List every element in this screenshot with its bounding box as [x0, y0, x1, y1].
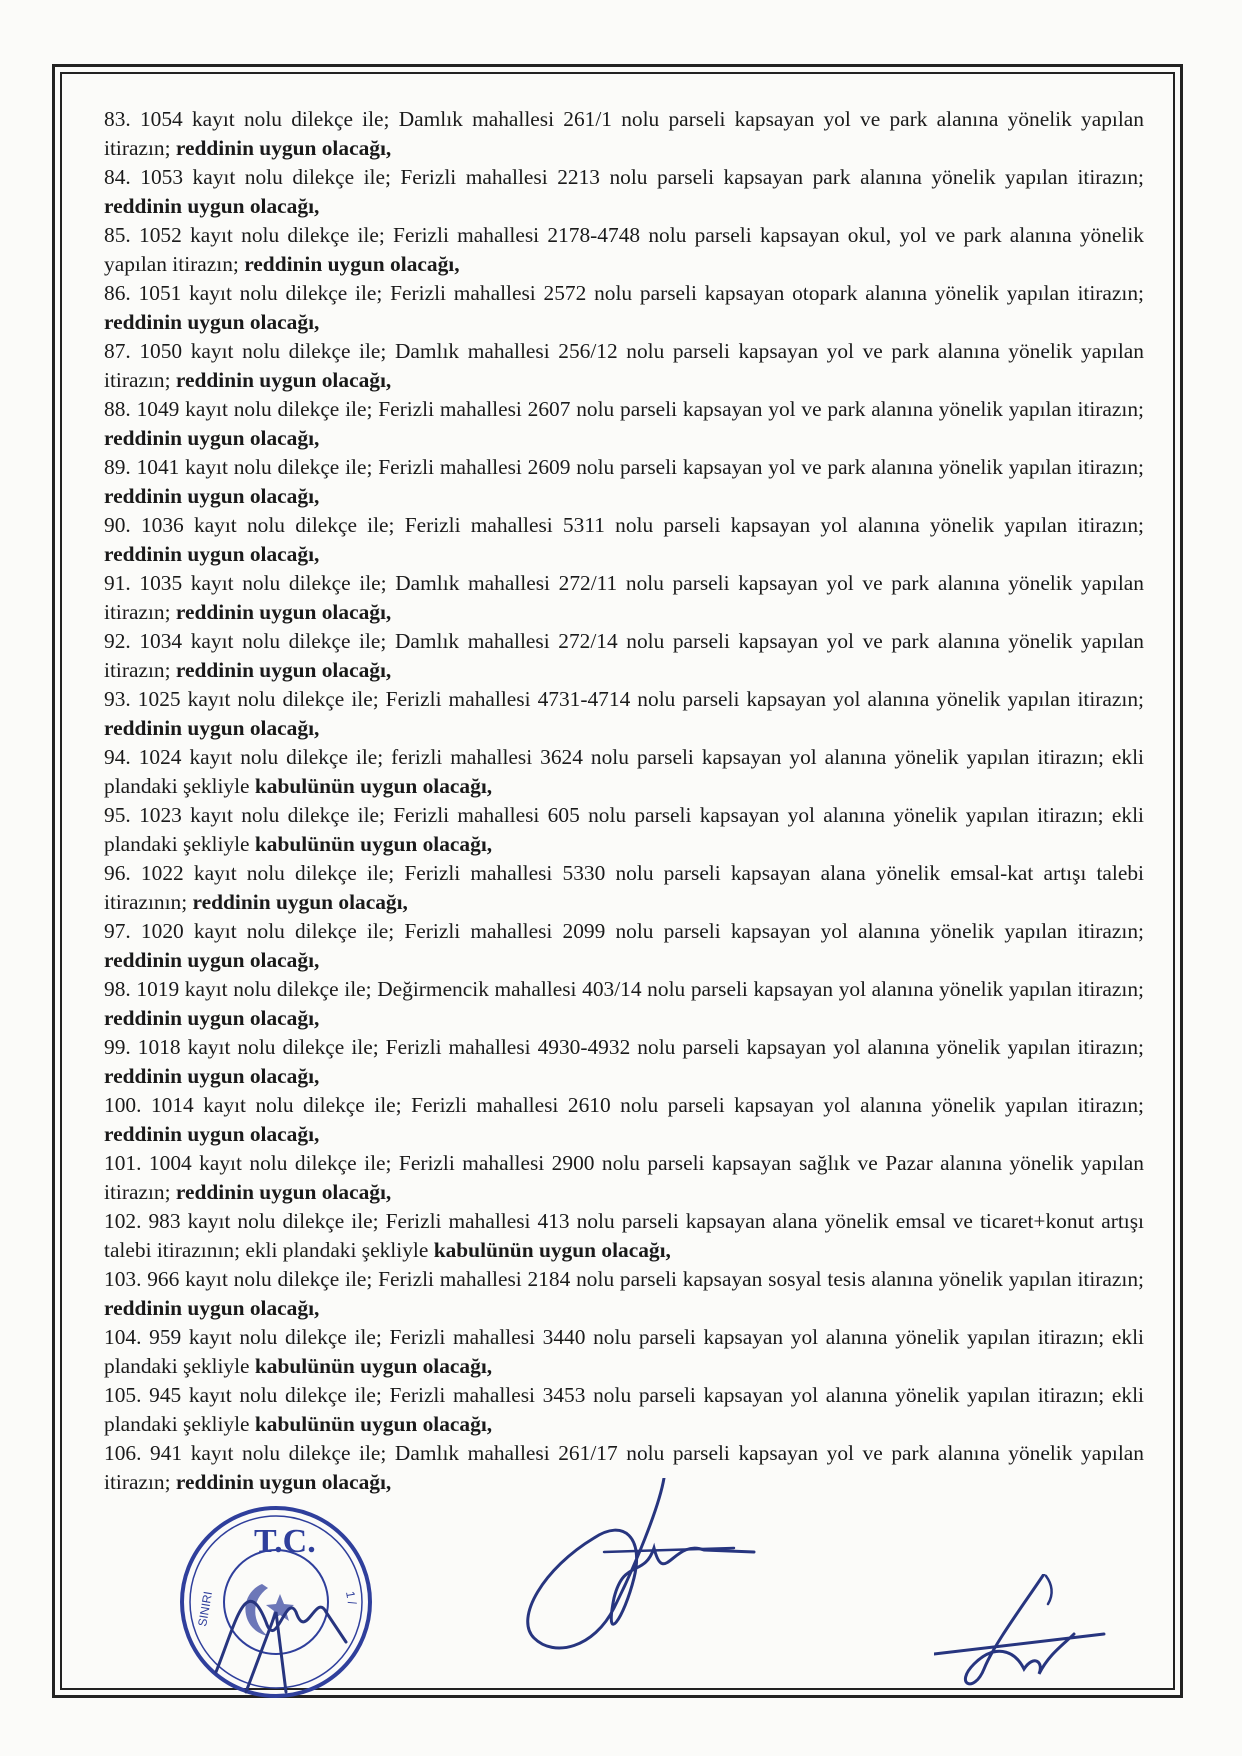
item-decision: reddinin uygun olacağı,	[104, 542, 320, 566]
item-text: 1054 kayıt nolu dilekçe ile; Damlık mahallesi 261/1 nolu parseli kapsayan yol ve park alanına yönelik yapılan itirazın;	[104, 107, 1144, 160]
item-text: 1051 kayıt nolu dilekçe ile; Ferizli mahallesi 2572 nolu parseli kapsayan otopark alanına yönelik yapılan itirazın;	[138, 281, 1144, 305]
item-number: 89.	[104, 455, 131, 479]
svg-text:SINIRI: SINIRI	[195, 1590, 216, 1628]
item-decision: kabulünün uygun olacağı,	[254, 1354, 493, 1378]
item-decision: reddinin uygun olacağı,	[104, 1296, 320, 1320]
item-text: 959 kayıt nolu dilekçe ile; Ferizli mahallesi 3440 nolu parseli kapsayan yol alanına yönelik yapılan itirazın; ekli plandaki şekliyle	[104, 1325, 1144, 1378]
decision-item	[104, 279, 1144, 337]
decision-item	[104, 1207, 1144, 1265]
decision-item	[104, 859, 1144, 917]
item-number: 88.	[104, 397, 131, 421]
decision-item	[104, 1149, 1144, 1207]
decision-item	[104, 163, 1144, 221]
item-text: 1036 kayıt nolu dilekçe ile; Ferizli mahallesi 5311 nolu parseli kapsayan yol alanına yönelik yapılan itirazın;	[140, 513, 1144, 537]
decision-item	[104, 1265, 1144, 1323]
item-number: 97.	[104, 919, 131, 943]
decision-item	[104, 1091, 1144, 1149]
item-text: 966 kayıt nolu dilekçe ile; Ferizli mahallesi 2184 nolu parseli kapsayan sosyal tesis alanına yönelik yapılan itirazın;	[147, 1267, 1144, 1291]
item-number: 102.	[104, 1209, 142, 1233]
item-text: 1035 kayıt nolu dilekçe ile; Damlık mahallesi 272/11 nolu parseli kapsayan yol ve park alanına yönelik yapılan itirazın;	[104, 571, 1144, 624]
item-number: 90.	[104, 513, 131, 537]
item-decision: reddinin uygun olacağı,	[104, 948, 320, 972]
item-number: 96.	[104, 861, 131, 885]
decision-item	[104, 395, 1144, 453]
document-body	[104, 105, 1144, 1497]
decision-item	[104, 917, 1144, 975]
item-text: 983 kayıt nolu dilekçe ile; Ferizli mahallesi 413 nolu parseli kapsayan alana yönelik emsal ve ticaret+konut artışı talebi itirazının; ekli plandaki şekliyle	[104, 1209, 1144, 1262]
decision-item	[104, 337, 1144, 395]
decision-item	[104, 569, 1144, 627]
decision-item	[104, 105, 1144, 163]
decision-item	[104, 221, 1144, 279]
item-decision: reddinin uygun olacağı,	[104, 310, 320, 334]
item-decision: reddinin uygun olacağı,	[104, 426, 320, 450]
decision-item	[104, 453, 1144, 511]
item-number: 85.	[104, 223, 131, 247]
decision-item	[104, 975, 1144, 1033]
item-decision: reddinin uygun olacağı,	[175, 1180, 392, 1204]
item-decision: kabulünün uygun olacağı,	[254, 1412, 493, 1436]
item-decision: reddinin uygun olacağı,	[104, 194, 320, 218]
item-text: 1052 kayıt nolu dilekçe ile; Ferizli mahallesi 2178-4748 nolu parseli kapsayan okul, yol ve park alanına yönelik yapılan itirazın;	[104, 223, 1144, 276]
item-text: 1014 kayıt nolu dilekçe ile; Ferizli mahallesi 2610 nolu parseli kapsayan yol alanına yönelik yapılan itirazın;	[150, 1093, 1144, 1117]
decision-item	[104, 743, 1144, 801]
svg-text:1 /: 1 /	[343, 1590, 360, 1606]
signature-3	[934, 1574, 1114, 1694]
item-number: 95.	[104, 803, 131, 827]
item-text: 1024 kayıt nolu dilekçe ile; ferizli mahallesi 3624 nolu parseli kapsayan yol alanına yönelik yapılan itirazın; ekli plandaki şekliyle	[104, 745, 1144, 798]
stamp-text: T.C.	[254, 1523, 316, 1560]
item-number: 104.	[104, 1325, 142, 1349]
item-decision: kabulünün uygun olacağı,	[254, 774, 493, 798]
item-decision: reddinin uygun olacağı,	[104, 484, 320, 508]
item-number: 91.	[104, 571, 131, 595]
item-decision: reddinin uygun olacağı,	[104, 1122, 320, 1146]
item-decision: reddinin uygun olacağı,	[244, 252, 460, 276]
item-number: 83.	[104, 107, 131, 131]
item-text: 1034 kayıt nolu dilekçe ile; Damlık mahallesi 272/14 nolu parseli kapsayan yol ve park alanına yönelik yapılan itirazın;	[104, 629, 1144, 682]
item-decision: reddinin uygun olacağı,	[175, 1470, 392, 1494]
item-number: 84.	[104, 165, 131, 189]
item-decision: kabulünün uygun olacağı,	[254, 832, 493, 856]
item-text: 1019 kayıt nolu dilekçe ile; Değirmencik mahallesi 403/14 nolu parseli kapsayan yol alanına yönelik yapılan itirazın;	[136, 977, 1144, 1001]
item-decision: reddinin uygun olacağı,	[104, 1006, 320, 1030]
item-number: 98.	[104, 977, 131, 1001]
item-number: 99.	[104, 1035, 131, 1059]
item-decision: reddinin uygun olacağı,	[175, 600, 392, 624]
decision-item	[104, 1381, 1144, 1439]
item-decision: reddinin uygun olacağı,	[175, 136, 392, 160]
item-text: 1025 kayıt nolu dilekçe ile; Ferizli mahallesi 4731-4714 nolu parseli kapsayan yol alanına yönelik yapılan itirazın;	[137, 687, 1144, 711]
item-decision: kabulünün uygun olacağı,	[433, 1238, 671, 1262]
item-text: 1049 kayıt nolu dilekçe ile; Ferizli mahallesi 2607 nolu parseli kapsayan yol ve park alanına yönelik yapılan itirazın;	[136, 397, 1144, 421]
item-text: 1053 kayıt nolu dilekçe ile; Ferizli mahallesi 2213 nolu parseli kapsayan park alanına yönelik yapılan itirazın;	[140, 165, 1144, 189]
decision-item	[104, 801, 1144, 859]
item-decision: reddinin uygun olacağı,	[175, 658, 392, 682]
signature-2	[514, 1478, 764, 1668]
item-number: 92.	[104, 629, 131, 653]
decision-item	[104, 1033, 1144, 1091]
item-number: 87.	[104, 339, 131, 363]
official-stamp	[176, 1502, 376, 1702]
item-decision: reddinin uygun olacağı,	[104, 716, 320, 740]
item-decision: reddinin uygun olacağı,	[192, 890, 408, 914]
item-number: 101.	[104, 1151, 142, 1175]
decision-item	[104, 511, 1144, 569]
item-text: 941 kayıt nolu dilekçe ile; Damlık mahallesi 261/17 nolu parseli kapsayan yol ve park alanına yönelik yapılan itirazın;	[104, 1441, 1144, 1494]
item-text: 1022 kayıt nolu dilekçe ile; Ferizli mahallesi 5330 nolu parseli kapsayan alana yönelik emsal-kat artışı talebi itirazının;	[104, 861, 1144, 914]
decision-item	[104, 1323, 1144, 1381]
item-number: 93.	[104, 687, 131, 711]
item-text: 1050 kayıt nolu dilekçe ile; Damlık mahallesi 256/12 nolu parseli kapsayan yol ve park alanına yönelik yapılan itirazın;	[104, 339, 1144, 392]
item-text: 1041 kayıt nolu dilekçe ile; Ferizli mahallesi 2609 nolu parseli kapsayan yol ve park alanına yönelik yapılan itirazın;	[136, 455, 1144, 479]
item-text: 1004 kayıt nolu dilekçe ile; Ferizli mahallesi 2900 nolu parseli kapsayan sağlık ve Pazar alanına yönelik yapılan itirazın;	[104, 1151, 1144, 1204]
item-text: 1023 kayıt nolu dilekçe ile; Ferizli mahallesi 605 nolu parseli kapsayan yol alanına yönelik yapılan itirazın; ekli plandaki şekliyle	[104, 803, 1144, 856]
item-number: 106.	[104, 1441, 142, 1465]
item-number: 94.	[104, 745, 131, 769]
item-text: 1018 kayıt nolu dilekçe ile; Ferizli mahallesi 4930-4932 nolu parseli kapsayan yol alanına yönelik yapılan itirazın;	[137, 1035, 1144, 1059]
item-number: 105.	[104, 1383, 142, 1407]
item-text: 945 kayıt nolu dilekçe ile; Ferizli mahallesi 3453 nolu parseli kapsayan yol alanına yönelik yapılan itirazın; ekli plandaki şekliyle	[104, 1383, 1144, 1436]
decision-item	[104, 627, 1144, 685]
item-decision: reddinin uygun olacağı,	[104, 1064, 320, 1088]
item-number: 100.	[104, 1093, 142, 1117]
item-number: 103.	[104, 1267, 142, 1291]
decision-item	[104, 685, 1144, 743]
item-number: 86.	[104, 281, 131, 305]
item-text: 1020 kayıt nolu dilekçe ile; Ferizli mahallesi 2099 nolu parseli kapsayan yol alanına yönelik yapılan itirazın;	[140, 919, 1144, 943]
item-decision: reddinin uygun olacağı,	[175, 368, 392, 392]
